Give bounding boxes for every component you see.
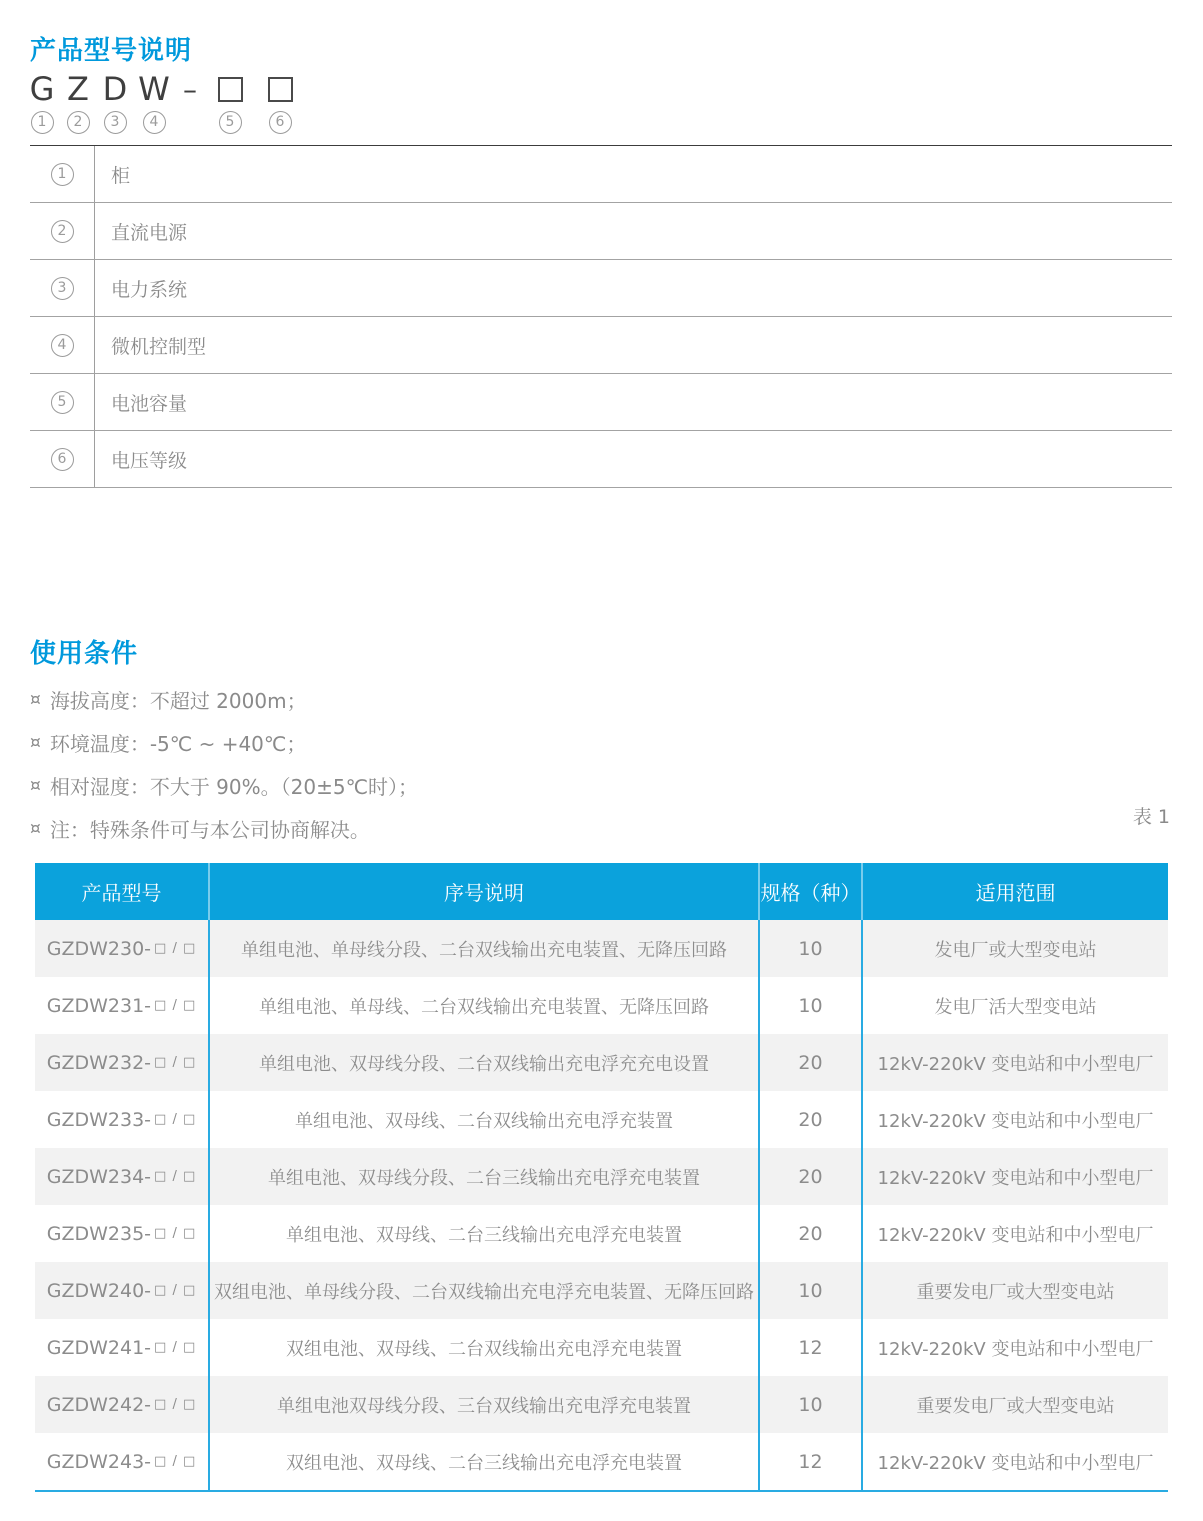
bullet-icon: ¤: [30, 689, 41, 710]
model-placeholder-boxes: □ / □: [154, 1055, 197, 1070]
model-cell: [35, 1148, 210, 1205]
range-cell: 重要发电厂或大型变电站: [916, 1395, 1115, 1417]
condition-text: 海拔高度：不超过 2000m；: [49, 689, 307, 713]
description-cell: 双组电池、双母线、二台双线输出充电浮充电装置: [210, 1319, 760, 1376]
table-row: [35, 920, 1168, 977]
model-placeholder-boxes: □ / □: [154, 1340, 197, 1355]
table-row: [35, 1091, 1168, 1148]
circled-number-1: 1: [31, 111, 54, 134]
conditions-list: [30, 678, 418, 850]
column-header-spec: 规格（种）: [760, 863, 863, 920]
spec-cell: 12: [760, 1319, 863, 1376]
model-cell: [35, 977, 210, 1034]
model-cell: [35, 1319, 210, 1376]
model-placeholder-boxes: □ / □: [154, 1283, 197, 1298]
description-cell: 双组电池、单母线分段、二台双线输出充电浮充电装置、无降压回路: [210, 1262, 760, 1319]
model-cell: [35, 1262, 210, 1319]
model-dash: –: [183, 72, 197, 106]
column-header-description: 序号说明: [210, 863, 760, 920]
circled-number-3: 3: [104, 111, 127, 134]
table-row: [35, 1205, 1168, 1262]
circled-number-3: 3: [51, 277, 74, 300]
description-cell: 单组电池、单母线分段、二台双线输出充电装置、无降压回路: [210, 920, 760, 977]
range-cell: 重要发电厂或大型变电站: [916, 1281, 1115, 1303]
table-row: [30, 431, 1172, 488]
spec-cell: 12: [760, 1433, 863, 1490]
model-cell: [35, 1091, 210, 1148]
model-placeholder-boxes: □ / □: [154, 1397, 197, 1412]
bullet-icon: ¤: [30, 732, 41, 753]
model-cell: [35, 1376, 210, 1433]
condition-text: 相对湿度：不大于 90%。（20±5℃时）；: [49, 775, 419, 799]
column-header-range: 适用范围: [975, 881, 1056, 905]
table-header-row: [35, 863, 1168, 920]
range-cell: 12kV-220kV 变电站和中小型电厂: [877, 1167, 1154, 1189]
table-row: [35, 1319, 1168, 1376]
range-cell: 12kV-220kV 变电站和中小型电厂: [877, 1110, 1154, 1132]
model-placeholder-boxes: □ / □: [154, 1169, 197, 1184]
model-placeholder-boxes: □ / □: [154, 1454, 197, 1469]
model-circle-numbers-row: [24, 108, 306, 136]
condition-text: 环境温度：-5℃ ~ +40℃；: [49, 732, 307, 756]
table-row: [35, 977, 1168, 1034]
model-number: GZDW232-: [46, 1051, 152, 1074]
spec-cell: 10: [760, 1262, 863, 1319]
bullet-icon: ¤: [30, 775, 41, 796]
table-number-label: 表 1: [1132, 806, 1170, 828]
model-letter-d: D: [102, 70, 128, 108]
spec-cell: 20: [760, 1034, 863, 1091]
model-cell: [35, 1205, 210, 1262]
model-number: GZDW230-: [46, 937, 152, 960]
model-placeholder-boxes: □ / □: [154, 1112, 197, 1127]
model-number: GZDW235-: [46, 1222, 152, 1245]
section-title-usage-conditions: 使用条件: [30, 639, 139, 669]
circled-number-6: 6: [51, 448, 74, 471]
table-row: [35, 1034, 1168, 1091]
list-item: [30, 807, 418, 850]
table-row: [30, 146, 1172, 203]
condition-text: 注：特殊条件可与本公司协商解决。: [49, 818, 370, 842]
explanation-label: 柜: [111, 164, 131, 187]
list-item: [30, 764, 418, 807]
model-placeholder-boxes: □ / □: [154, 998, 197, 1013]
description-cell: 单组电池、双母线、二台三线输出充电浮充电装置: [210, 1205, 760, 1262]
description-cell: 单组电池、双母线、二台双线输出充电浮充装置: [210, 1091, 760, 1148]
model-placeholder-boxes: □ / □: [154, 941, 197, 956]
model-number: GZDW242-: [46, 1393, 152, 1416]
circled-number-6: 6: [269, 111, 292, 134]
table-row: [35, 1433, 1168, 1490]
circled-number-5: 5: [51, 391, 74, 414]
model-cell: [35, 920, 210, 977]
model-letter-z: Z: [67, 70, 89, 108]
model-letter-g: G: [29, 70, 55, 108]
list-item: [30, 678, 418, 721]
range-cell: 12kV-220kV 变电站和中小型电厂: [877, 1053, 1154, 1075]
explanation-label: 微机控制型: [111, 335, 207, 358]
model-placeholder-box-icon: [218, 77, 243, 102]
range-cell: 12kV-220kV 变电站和中小型电厂: [877, 1452, 1154, 1474]
circled-number-5: 5: [219, 111, 242, 134]
explanation-label: 电压等级: [111, 449, 188, 472]
spec-cell: 10: [760, 920, 863, 977]
explanation-label: 直流电源: [111, 221, 188, 244]
column-header-model: 产品型号: [35, 863, 210, 920]
circled-number-4: 4: [51, 334, 74, 357]
model-cell: [35, 1433, 210, 1490]
description-cell: 单组电池、单母线、二台双线输出充电装置、无降压回路: [210, 977, 760, 1034]
table-row: [30, 260, 1172, 317]
range-cell: 发电厂活大型变电站: [934, 996, 1097, 1018]
description-cell: 单组电池、双母线分段、二台双线输出充电浮充充电设置: [210, 1034, 760, 1091]
model-number: GZDW233-: [46, 1108, 152, 1131]
model-number: GZDW241-: [46, 1336, 152, 1359]
description-cell: 单组电池、双母线分段、二台三线输出充电浮充电装置: [210, 1148, 760, 1205]
table-row: [30, 203, 1172, 260]
spec-cell: 10: [760, 977, 863, 1034]
explanation-label: 电池容量: [111, 392, 188, 415]
table-row: [35, 1376, 1168, 1433]
model-letter-w: W: [138, 70, 170, 108]
explanation-label: 电力系统: [111, 278, 188, 301]
spec-cell: 20: [760, 1091, 863, 1148]
model-number: GZDW243-: [46, 1450, 152, 1473]
circled-number-2: 2: [67, 111, 90, 134]
model-number: GZDW234-: [46, 1165, 152, 1188]
range-cell: 发电厂或大型变电站: [934, 939, 1097, 961]
circled-number-4: 4: [143, 111, 166, 134]
spec-cell: 20: [760, 1205, 863, 1262]
table-row: [30, 317, 1172, 374]
description-cell: 双组电池、双母线、二台三线输出充电浮充电装置: [210, 1433, 760, 1490]
table-row: [30, 374, 1172, 431]
circled-number-1: 1: [51, 163, 74, 186]
list-item: [30, 721, 418, 764]
model-code-row: [24, 70, 306, 108]
model-explanation-table: [30, 145, 1172, 488]
section-title-model-description: 产品型号说明: [30, 36, 193, 66]
model-number: GZDW240-: [46, 1279, 152, 1302]
description-cell: 单组电池双母线分段、三台双线输出充电浮充电装置: [210, 1376, 760, 1433]
range-cell: 12kV-220kV 变电站和中小型电厂: [877, 1338, 1154, 1360]
circled-number-2: 2: [51, 220, 74, 243]
table-row: [35, 1148, 1168, 1205]
model-placeholder-box-icon: [268, 77, 293, 102]
range-cell: 12kV-220kV 变电站和中小型电厂: [877, 1224, 1154, 1246]
table-row: [35, 1262, 1168, 1319]
product-models-table: [35, 863, 1168, 1492]
spec-cell: 20: [760, 1148, 863, 1205]
bullet-icon: ¤: [30, 818, 41, 839]
model-placeholder-boxes: □ / □: [154, 1226, 197, 1241]
spec-cell: 10: [760, 1376, 863, 1433]
model-cell: [35, 1034, 210, 1091]
model-number: GZDW231-: [46, 994, 152, 1017]
